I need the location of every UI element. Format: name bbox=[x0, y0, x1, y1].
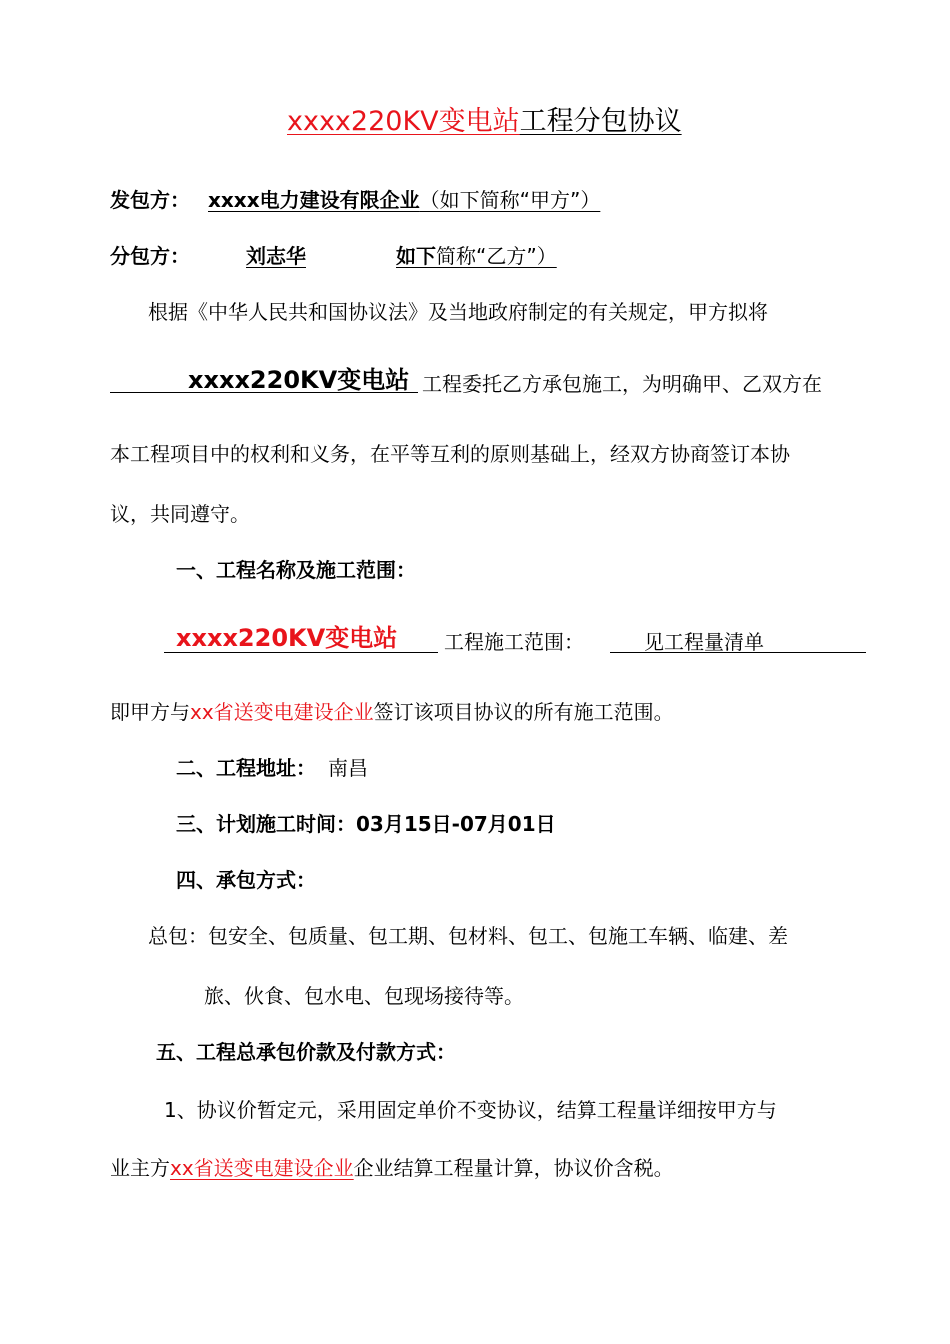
section5-item1-pre: 业主方 bbox=[110, 1156, 170, 1180]
section3-heading: 三、计划施工时间：03月15日-07月01日 bbox=[176, 812, 556, 836]
section5-company: xx省送变电建设企业 bbox=[170, 1156, 354, 1180]
intro-project-name: xxxx220KV变电站 bbox=[188, 366, 410, 394]
section4-line-1: 总包：包安全、包质量、包工期、包材料、包工、包施工车辆、临建、差 bbox=[148, 924, 788, 948]
section1-project-underline bbox=[164, 652, 438, 653]
contractor-line bbox=[110, 186, 600, 214]
section1-scope-line bbox=[110, 698, 674, 726]
section1-heading: 一、工程名称及施工范围： bbox=[176, 558, 416, 582]
section1-company: xx省送变电建设企业 bbox=[190, 700, 374, 724]
document-title bbox=[287, 104, 682, 140]
subcontractor-name: 刘志华 bbox=[246, 244, 306, 268]
section5-heading: 五、工程总承包价款及付款方式： bbox=[156, 1040, 456, 1064]
section1-project-name: xxxx220KV变电站 bbox=[176, 624, 398, 652]
section4-line-2: 旅、伙食、包水电、包现场接待等。 bbox=[204, 984, 524, 1008]
contractor-alias: （如下简称“甲方”） bbox=[419, 188, 601, 212]
title-rest: 工程分包协议 bbox=[519, 106, 682, 137]
contractor-label: 发包方： bbox=[110, 188, 190, 212]
section1-line-post: 签订该项目协议的所有施工范围。 bbox=[373, 700, 674, 724]
intro-line-3: 本工程项目中的权利和义务，在平等互利的原则基础上，经双方协商签订本协 bbox=[110, 442, 790, 466]
section2-value: 南昌 bbox=[328, 756, 368, 780]
section5-item1-line-1: 1、协议价暂定元，采用固定单价不变协议，结算工程量详细按甲方与 bbox=[164, 1098, 777, 1122]
subcontractor-alias-rest: 简称“乙方”） bbox=[436, 244, 557, 268]
subcontractor-label: 分包方： bbox=[110, 244, 190, 268]
contractor-name: xxxx电力建设有限企业 bbox=[208, 188, 420, 212]
subcontractor-alias-bold: 如下 bbox=[396, 244, 436, 268]
subcontractor-line bbox=[110, 242, 563, 270]
intro-line-1: 根据《中华人民共和国协议法》及当地政府制定的有关规定，甲方拟将 bbox=[148, 300, 768, 324]
section5-item1-post: 企业结算工程量计算，协议价含税。 bbox=[353, 1156, 674, 1180]
intro-line-4: 议，共同遵守。 bbox=[110, 502, 250, 526]
section1-scope-label: 工程施工范围： bbox=[444, 630, 584, 654]
section2-heading: 二、工程地址： bbox=[176, 756, 316, 780]
section5-item1-line-2 bbox=[110, 1154, 674, 1182]
section1-line-pre: 即甲方与 bbox=[110, 700, 190, 724]
section4-heading: 四、承包方式： bbox=[176, 868, 316, 892]
section2-line bbox=[176, 754, 368, 782]
intro-line-2: 工程委托乙方承包施工，为明确甲、乙双方在 bbox=[422, 372, 822, 396]
section1-scope-value: 见工程量清单 bbox=[644, 630, 764, 654]
title-project-name: xxxx220KV变电站 bbox=[287, 106, 520, 137]
